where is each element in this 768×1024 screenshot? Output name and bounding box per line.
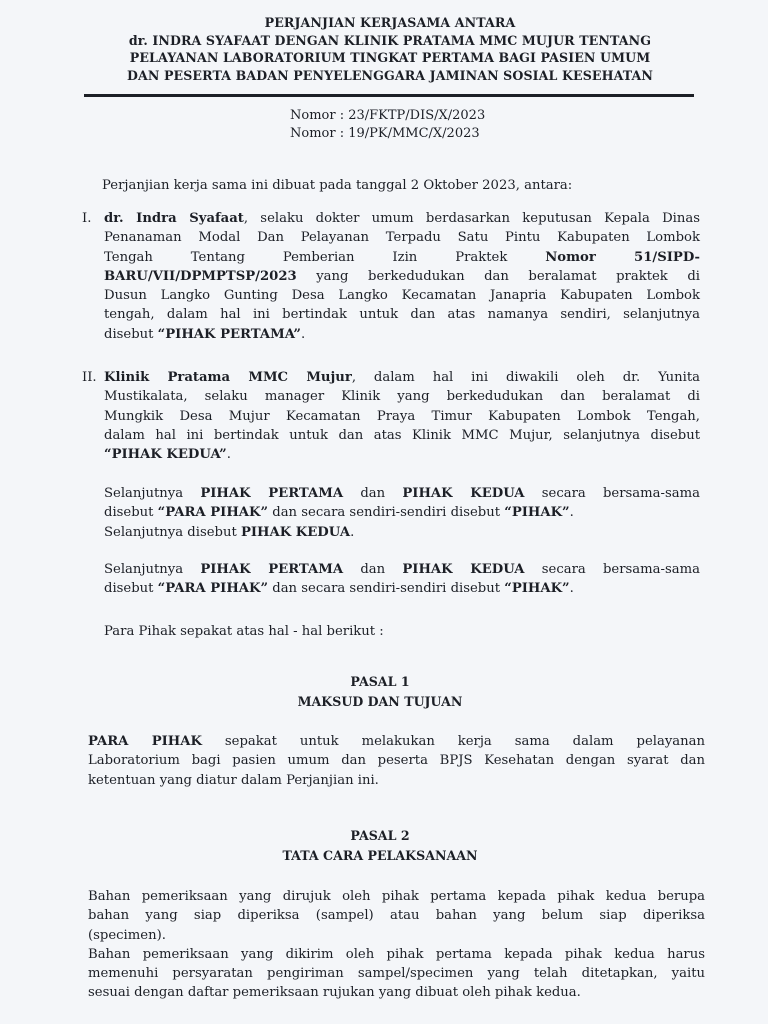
pasal1-heading bbox=[250, 672, 510, 712]
pasal1-paragraph: PARA PIHAK sepakat untuk melakukan kerja sama dalam pelayanan Laboratorium bagi pasien umum dan peserta BPJS Kesehatan dengan syarat dan ketentuan yang diatur dalam Perjanjian ini. bbox=[88, 734, 705, 788]
party1-name: dr. Indra Syafaat bbox=[104, 211, 244, 226]
document-numbers bbox=[290, 107, 485, 143]
definition-paragraph-1: Selanjutnya PIHAK PERTAMA dan PIHAK KEDUA secara bersama-sama disebut “PARA PIHAK” dan secara sendiri-sendiri disebut “PIHAK”. Selanjutnya disebut PIHAK KEDUA. bbox=[104, 486, 700, 540]
party2-name: Klinik Pratama MMC Mujur bbox=[104, 370, 352, 385]
pasal2-paragraph: Bahan pemeriksaan yang dirujuk oleh pihak pertama kepada pihak kedua berupa bahan yang siap diperiksa (sampel) atau bahan yang belum siap diperiksa (specimen). Bahan pemeriksaan yang dikirim oleh pihak pertama kepada pihak kedua harus memenuhi persyaratan pengiriman sampel/specimen yang telah ditetapkan, yaitu sesuai dengan daftar pemeriksaan rujukan yang dibuat oleh pihak kedua. bbox=[88, 889, 705, 1001]
pasal1-subtitle: MAKSUD DAN TUJUAN bbox=[297, 694, 463, 709]
title-line: PELAYANAN LABORATORIUM TINGKAT PERTAMA BAGI PASIEN UMUM bbox=[129, 50, 651, 65]
title-line: dr. INDRA SYAFAAT DENGAN KLINIK PRATAMA MMC MUJUR TENTANG bbox=[128, 32, 652, 48]
intro-paragraph: Perjanjian kerja sama ini dibuat pada tanggal 2 Oktober 2023, antara: bbox=[102, 178, 573, 193]
document-title bbox=[80, 14, 700, 84]
pasal2-subtitle: TATA CARA PELAKSANAAN bbox=[282, 848, 478, 863]
pihak-kedua-label: “PIHAK KEDUA” bbox=[104, 447, 227, 463]
nomor-line: Nomor : 23/FKTP/DIS/X/2023 bbox=[290, 108, 486, 123]
party2-paragraph: Klinik Pratama MMC Mujur, dalam hal ini diwakili oleh dr. Yunita Mustikalata, selaku manager Klinik yang berkedudukan dan beralamat di Mungkik Desa Mujur Kecamatan Praya Timur Kabupaten Lombok Tengah, dalam hal ini bertindak untuk dan atas Klinik MMC Mujur, selanjutnya disebut “PIHAK KEDUA”. bbox=[104, 370, 700, 463]
title-divider bbox=[84, 94, 694, 97]
pasal2-title: PASAL 2 bbox=[350, 828, 410, 843]
title-line: DAN PESERTA BADAN PENYELENGGARA JAMINAN SOSIAL KESEHATAN bbox=[126, 67, 654, 83]
pasal2-heading bbox=[250, 826, 510, 866]
pasal1-title: PASAL 1 bbox=[350, 674, 410, 689]
definition-paragraph-2: Selanjutnya PIHAK PERTAMA dan PIHAK KEDUA secara bersama-sama disebut “PARA PIHAK” dan secara sendiri-sendiri disebut “PIHAK”. bbox=[104, 562, 700, 597]
party2-marker: II. bbox=[82, 370, 97, 385]
nomor-line: Nomor : 19/PK/MMC/X/2023 bbox=[290, 126, 480, 141]
title-line: PERJANJIAN KERJASAMA ANTARA bbox=[264, 15, 516, 30]
agreement-intro: Para Pihak sepakat atas hal - hal berikut : bbox=[104, 624, 384, 639]
party1-paragraph: dr. Indra Syafaat, selaku dokter umum berdasarkan keputusan Kepala Dinas Penanaman Modal Dan Pelayanan Terpadu Satu Pintu Kabupaten Lombok Tengah Tentang Pemberian Izin Praktek Nomor 51/SIPD- BARU/VII/DPMPTSP/2023 yang berkedudukan dan beralamat praktek di Dusun Langko Gunting Desa Langko Kecamatan Janapria Kabupaten Lombok tengah, dalam hal ini bertindak untuk dan atas namanya sendiri, selanjutnya disebut “PIHAK PERTAMA”. bbox=[104, 211, 700, 342]
pihak-pertama-label: “PIHAK PERTAMA” bbox=[157, 326, 301, 342]
party1-marker: I. bbox=[82, 211, 92, 226]
